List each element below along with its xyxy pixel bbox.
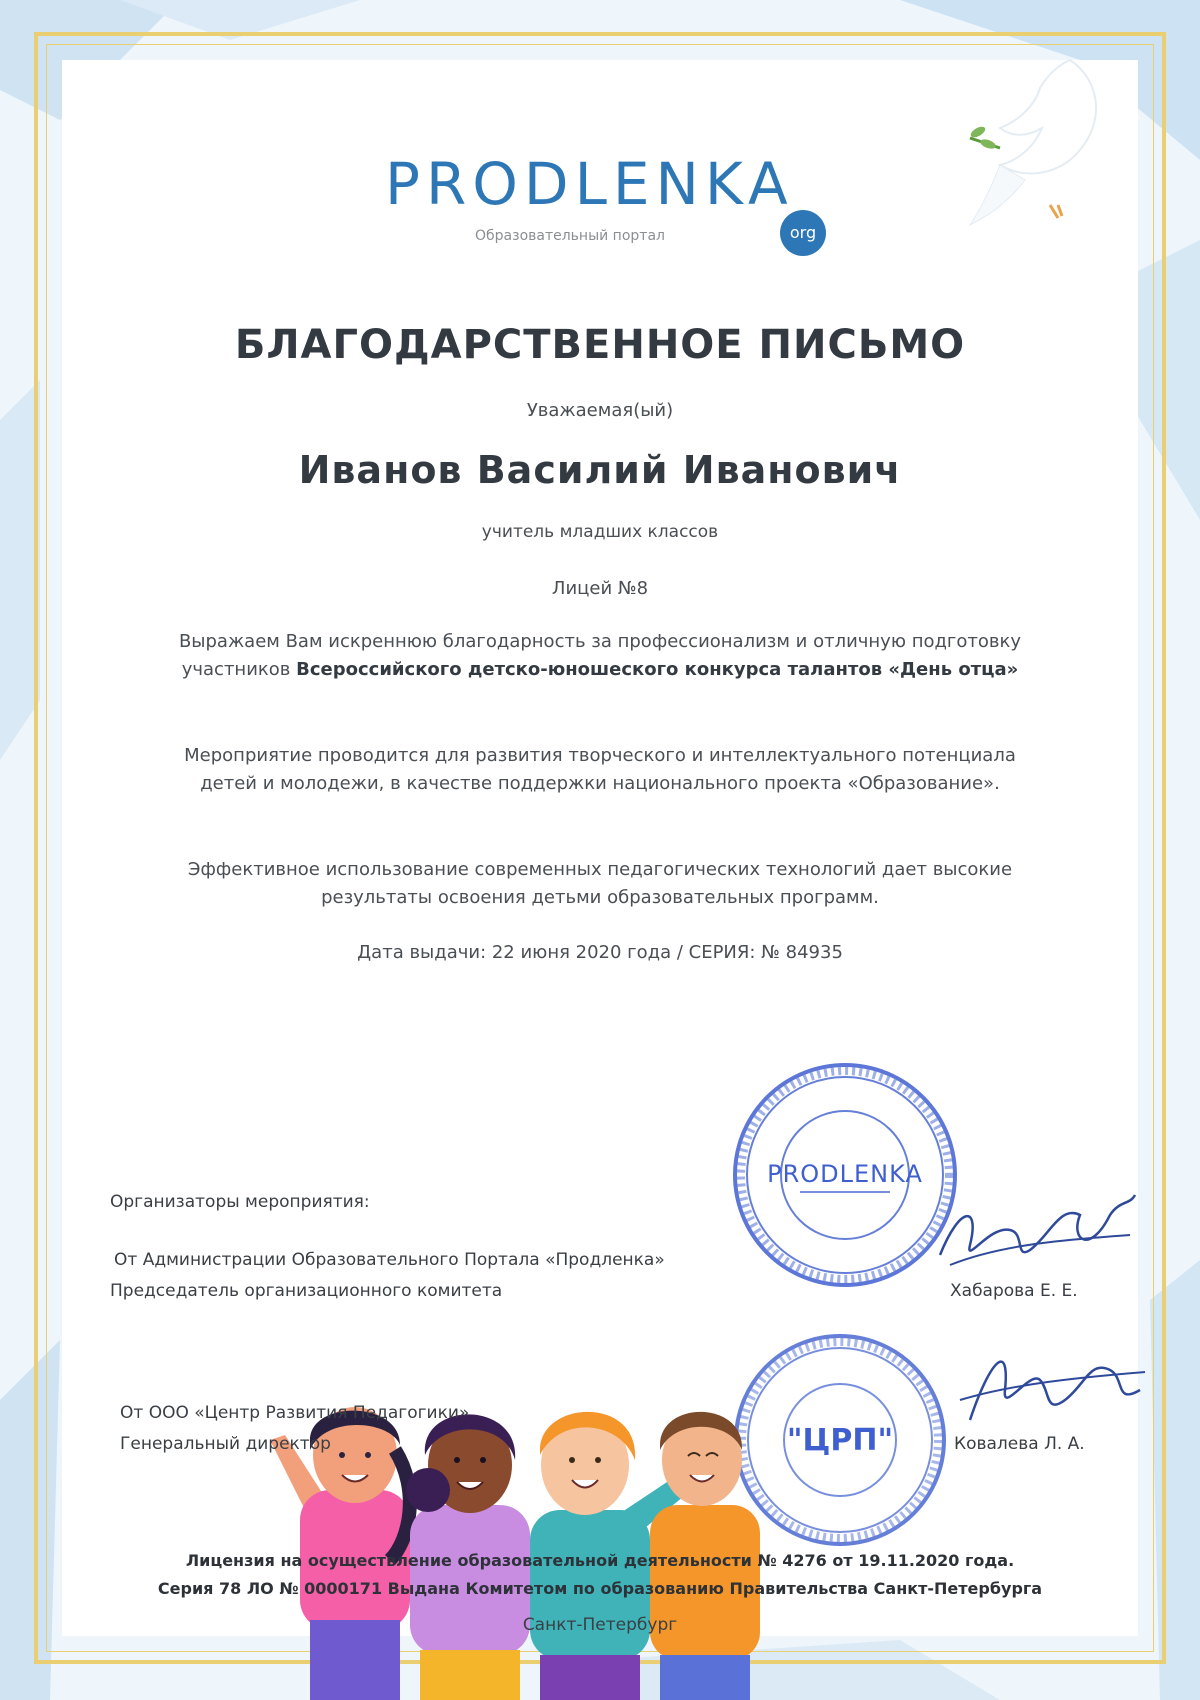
prodlenka-logo bbox=[385, 150, 845, 260]
city: Санкт-Петербург bbox=[522, 1615, 678, 1635]
organizer-1-signer: Хабарова Е. Е. bbox=[950, 1281, 1078, 1301]
recipient-position: учитель младших классов bbox=[481, 522, 719, 542]
license-line-2: Серия 78 ЛО № 0000171 Выдана Комитетом по образованию Правительства Санкт-Петербурга bbox=[157, 1579, 1043, 1598]
gratitude-text: Выражаем Вам искреннюю благодарность за профессионализм и отличную подготовку участников bbox=[178, 631, 1022, 680]
stamp1-center-text: PRODLENKA bbox=[767, 1160, 923, 1188]
children-illustration bbox=[250, 1290, 810, 1700]
dove-icon bbox=[930, 40, 1130, 240]
issue-date: Дата выдачи: 22 июня 2020 года / СЕРИЯ: № 84935 bbox=[357, 942, 843, 963]
prodlenka-stamp bbox=[730, 1060, 960, 1290]
greeting: Уважаемая(ый) bbox=[526, 400, 674, 421]
certificate-title: БЛАГОДАРСТВЕННОЕ ПИСЬМО bbox=[234, 322, 966, 368]
recipient-name: Иванов Василий Иванович bbox=[298, 448, 902, 492]
event-paragraph: Мероприятие проводится для развития творческого и интеллектуального потенциала детей и молодежи, в качестве поддержки национального проекта «Образование». bbox=[184, 745, 1016, 794]
organizers-heading: Организаторы мероприятия: bbox=[110, 1192, 370, 1212]
recipient-school: Лицей №8 bbox=[551, 578, 649, 599]
contest-name: Всероссийского детско-юношеского конкурса талантов «День отца» bbox=[296, 659, 1019, 680]
stamp2-center-text: "ЦРП" bbox=[786, 1423, 894, 1458]
logo-subtitle: Образовательный портал bbox=[475, 228, 665, 244]
gratitude-paragraph bbox=[160, 628, 1040, 684]
organizer-2-signer: Ковалева Л. А. bbox=[954, 1434, 1085, 1454]
organizer-2-role: Генеральный директор bbox=[120, 1434, 331, 1454]
logo-org-badge: org bbox=[780, 210, 826, 256]
organizer-1-name: От Администрации Образовательного Портала «Продленка» bbox=[114, 1250, 665, 1270]
organizer-2-name: От ООО «Центр Развития Педагогики» bbox=[120, 1403, 470, 1423]
license-line-1: Лицензия на осуществление образовательной деятельности № 4276 от 19.11.2020 года. bbox=[185, 1551, 1015, 1570]
signature-2 bbox=[950, 1330, 1150, 1440]
signature-1 bbox=[930, 1185, 1140, 1280]
organizer-1-role: Председатель организационного комитета bbox=[110, 1281, 503, 1301]
logo-wordmark: PRODLENKA bbox=[385, 150, 794, 218]
technology-paragraph: Эффективное использование современных педагогических технологий дает высокие результаты освоения детьми образовательных программ. bbox=[187, 859, 1013, 908]
